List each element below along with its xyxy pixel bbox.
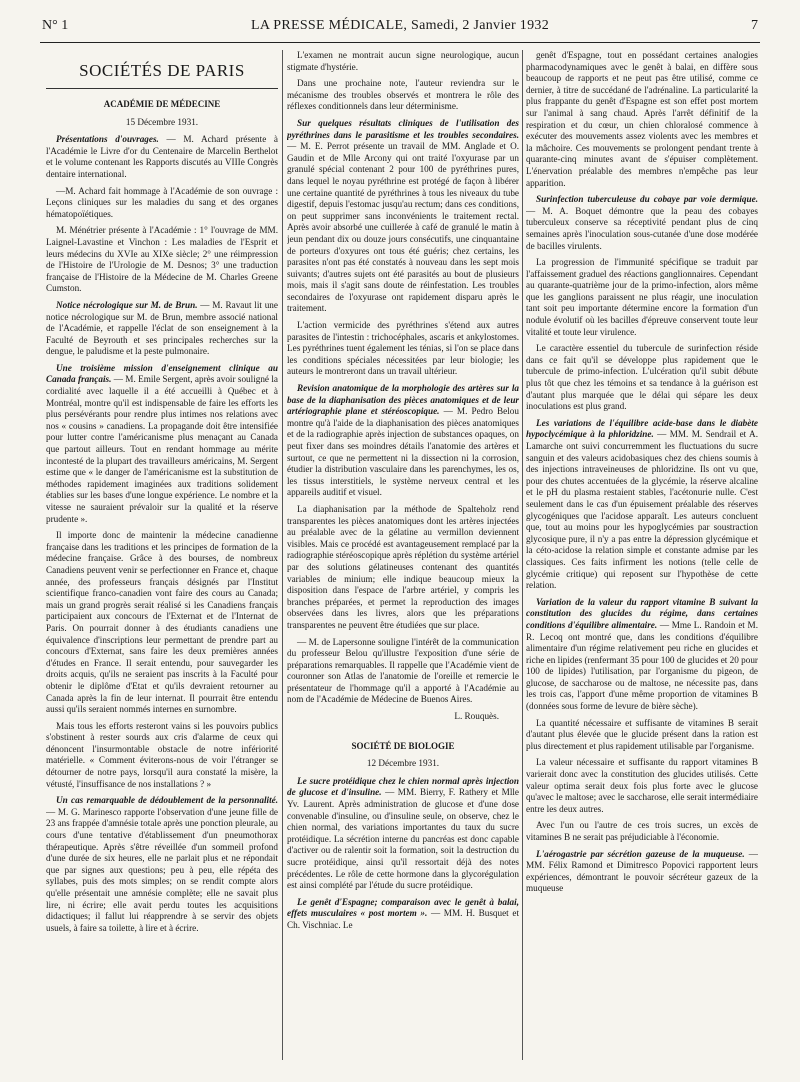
paragraph — [526, 849, 758, 895]
paragraph — [46, 795, 278, 934]
paragraph: Le caractère essentiel du tubercule de surinfection réside dans ce fait qu'il se développe plus rapidement que le tubercule de primo-infection. L'ulcération qu'il subit débute plus tôt que chez les témoins et sa tendance à la guérison est d'autant plus marquée que le délai qui sépare les deux inoculations est plus grand. — [526, 343, 758, 412]
paragraph-text: — M. G. Marinesco rapporte l'observation d'une jeune fille de 23 ans frappée d'amnésie totale après une ponction pleurale, au cours d'une tentative d'établissement d'un pneumothorax thérapeutique. Après s'être réveillée d'un sommeil profond d'une durée de six heures, elle ne parlait plus et ne répondait que par signes aux questions; peu à peu, elle répéta des syllabes, puis des mots simples; on se rendit compte alors qu'elle présentait une amnésie complète; elle ne savait plus lire, ni écrire; elle avait perdu toutes les acquisitions didactiques; il fallut lui réapprendre à se servir des objets usuels, à faire sa toilette, à lire et à écrire. — [46, 806, 278, 933]
paragraph-text: — Mme L. Randoin et M. R. Lecoq ont montré que, dans les conditions d'équilibre alimentaire d'un régime relativement peu riche en glucides et riche en lipides (renfermant 35 pour 100 de glucides et 20 pour 100 de lipides) l'utilisation, par l'organisme du pigeon, de glucose, de saccharose ou de maltose, ne nécessite pas, dans les trois cas, l'apport d'une même proportion de vitamines B (données sous forme de levure de bière sèche). — [526, 619, 758, 712]
spacer — [287, 723, 519, 733]
journal-title: LA PRESSE MÉDICALE, Samedi, 2 Janvier 1932 — [250, 18, 550, 33]
paragraph: — M. de Lapersonne souligne l'intérêt de la communication du professeur Belou qu'illustre l'exposition d'une série de préparations remarquables. Il rappelle que l'Académie vient de couronner son Atlas de l'anatomie de l'oreille et remercie le présentateur de l'hommage qu'il a apporté à l'Académie au nom de l'Académie de Médecine de Buenos Aires. — [287, 636, 519, 705]
paragraph — [287, 897, 519, 932]
column-right — [526, 50, 758, 1060]
paragraph-title: Notice nécrologique sur M. de Brun. — [56, 299, 198, 310]
paragraph: Mais tous les efforts resteront vains si les pouvoirs publics s'obstinent à rester sourds aux cris d'alarme de ceux qui dénoncent l'insurmontable obstacle de notre infériorité matérielle. « Comment éviterons-nous de voir l'étranger se détourner de notre pays, lorsqu'il aura constaté la misère, la vétusté, l'insuffisance de nos installations ? » — [46, 720, 278, 789]
society-title: ACADÉMIE DE MÉDECINE — [103, 99, 221, 109]
paragraph: Dans une prochaine note, l'auteur reviendra sur le mécanisme des troubles observés et montrera le rôle des réflexes conditionnels dans leur déterminisme. — [287, 78, 519, 112]
paragraph-text: — MM. H. Busquet et Ch. Vischniac. Le — [287, 908, 519, 930]
section-title: SOCIÉTÉS DE PARIS — [46, 60, 278, 89]
paragraph — [287, 776, 519, 892]
session-date: 15 Décembre 1931. — [125, 116, 199, 127]
paragraph: —M. Achard fait hommage à l'Académie de son ouvrage : Leçons cliniques sur les maladies du sang et des organes hématopoïétiques. — [46, 185, 278, 219]
paragraph-text: — MM. Félix Ramond et Dimitresco Popovici rapportent leurs expériences, démontrant le pouvoir sécréteur gazeux de la muqueuse — [526, 848, 758, 894]
issue-number: N° 1 — [42, 18, 69, 33]
paragraph-title: L'aérogastrie par sécrétion gazeuse de la muqueuse. — [536, 848, 745, 859]
paragraph: genêt d'Espagne, tout en possédant certaines analogies pharmacodynamiques avec le genêt à balai, en diffère sous beaucoup de rapports et ne peut pas être utilisé, comme ce dernier, à titre de succédané de l'adrénaline. La particularité la plus frappante du genêt d'Espagne est son effet post mortem sur l'animal à sang chaud. Après l'arrêt définitif de la respiration et du cœur, un chien chloralosé commence à exécuter des mouvements assez violents avec les membres et la mâchoire. Ces mouvements se prolongent pendant trente à quarante-cinq minutes avant de s'épuiser complètement. L'énervation préalable des membres n'empêche pas leur apparition. — [526, 50, 758, 188]
page-number: 7 — [751, 18, 758, 33]
paragraph: L'examen ne montrait aucun signe neurologique, aucun stigmate d'hystérie. — [287, 50, 519, 72]
paragraph-title: Revision anatomique de la morphologie des artères sur la base de la diaphanisation des pièces anatomiques et de leur artériographie plane et stéréoscopique. — [287, 383, 519, 417]
paragraph: La valeur nécessaire et suffisante du rapport vitamines B varierait donc avec la constitution des glucides utilisés. Cette valeur optima serait deux fois plus forte avec le glucose qu'avec le maltose; avec le saccharose, elle serait intermédiaire entre les deux autres. — [526, 757, 758, 814]
paragraph-title: Variation de la valeur du rapport vitamine B suivant la constitution des glucides du régime, dans certaines conditions d'équilibre alimentaire. — [526, 596, 758, 630]
column-divider — [282, 50, 283, 1060]
paragraph — [526, 418, 758, 592]
paragraph-title: Présentations d'ouvrages. — [56, 134, 159, 145]
running-header — [40, 18, 760, 43]
paragraph-text: — M. Achard présente à l'Académie le Livre d'or du Centenaire de Marcelin Berthelot et le volume contenant les Rapports discutés au VIIIe Congrès dentaire international. — [46, 134, 278, 179]
paragraph-text: — M. Ravaut lit une notice nécrologique sur M. de Brun, membre associé national de l'Académie, et rappelle l'éclat de son enseignement à la Faculté de Beyrouth et ses principales recherches sur la dengue, le paludisme et la peste pulmonaire. — [46, 299, 278, 357]
paragraph: Il importe donc de maintenir la médecine canadienne française dans les traditions et les principes de formation de la médecine française. Grâce à des bourses, de nombreux Canadiens peuvent venir se perfectionner en France et, chaque année, des professeurs français désignés par l'Institut scientifique franco-canadien vont faire des cours au Canada; mais un grand progrès serait réalisé si les Canadiens français participaient aux concours de l'Externat et de l'Internat de Paris. On pourrait donner à des étudiants canadiens une équivalence d'inscriptions leur permettant de prendre part au concours d'Externat, sans faire les deux premières années d'études en France. Il serait entendu, pour sauvegarder les droits acquis, qu'ils ne seraient pas inscrits à la Faculté pour obtenir le diplôme d'Etat et qu'ils devraient retourner au Canada après la fin de leur internat. Il pourrait être entendu aussi qu'ils seraient nommés internes en surnombre. — [46, 530, 278, 715]
paragraph-title: Un cas remarquable de dédoublement de la personnalité. — [56, 795, 278, 806]
paragraph — [287, 383, 519, 499]
paragraph-title: Une troisième mission d'enseignement clinique au Canada français. — [46, 362, 278, 385]
paragraph-title: Le genêt d'Espagne; comparaison avec le genêt à balai, effets musculaires « post mortem ». — [287, 896, 519, 919]
paragraph: La diaphanisation par la méthode de Spalteholz rend transparentes les pièces anatomiques dont les artères injectées au préalable avec de la gélatine au vermillon deviennent visibles. Mais ce procédé est avantageusement remplacé par la radiographie stéréoscopique après réplétion du système artériel par des solutions gélatineuses contenant des quantités variables de minium; elle indique beaucoup mieux la disposition dans l'espace de l'arbre artériel, y compris les branches préparées, et permet la reproduction des images observées dans les livres, alors que les préparations transparentes ne peuvent être étudiées que sur place. — [287, 503, 519, 630]
paragraph — [46, 134, 278, 180]
paragraph — [46, 300, 278, 358]
column-divider — [522, 50, 523, 1060]
paragraph: La quantité nécessaire et suffisante de vitamines B serait d'autant plus élevée que le glucide présent dans la ration est plus directement et plus rapidement utilisable par l'organisme. — [526, 717, 758, 751]
paragraph-text: — M. Emile Sergent, après avoir souligné la cordialité avec laquelle il a été accueilli à Québec et à Montréal, montre qu'il est indispensable de faire les efforts les plus persévérants pour rendre plus intimes nos relations avec nos « cousins » canadiens. La propagande doit être intensifiée pour lutter contre l'américanisme plus menaçant au Canada que partout ailleurs. Tout en rendant hommage au mérite incontesté de la plupart des travailleurs américains, M. Sergent estime que « le danger de l'américanisme est la substitution de méthodes rapidement imaginées aux traditions solidement établies sur les bases d'une longue expérience. Le nombre et la vitesse ne sauraient prévaloir sur la qualité et la réserve prudente ». — [46, 374, 278, 524]
paragraph-text: — M. A. Boquet démontre que la peau des cobayes tuberculeux conserve sa réceptivité pendant plus de cinq semaines après l'inoculation sous-cutanée d'une dose modérée de bacilles virulents. — [526, 205, 758, 251]
paragraph: L'action vermicide des pyréthrines s'étend aux autres parasites de l'intestin : trichocéphales, ascaris et ankylostomes. Les pyréthrines tuent également les ténias, si l'on se place dans les conditions spéciales nécessitées par leur biologie; les auteurs le montreront dans un travail ultérieur. — [287, 320, 519, 377]
column-middle — [287, 50, 519, 1060]
signature: L. Rouquès. — [454, 711, 499, 722]
paragraph-title: Surinfection tuberculeuse du cobaye par voie dermique. — [536, 194, 758, 205]
paragraph-title: Sur quelques résultats cliniques de l'utilisation des pyréthrines dans le parasitisme et les troubles secondaires. — [287, 117, 519, 140]
column-left — [46, 50, 278, 1060]
paragraph-text: — MM. Bierry, F. Rathery et Mlle Yv. Laurent. Après administration de glucose et d'une dose convenable d'insuline, ou d'insuline seule, on observe, chez le chien normal, des variations importantes du taux du sucre protéidique. La sécrétion interne du pancréas est donc capable d'activer ou de ralentir soit la formation, soit la destruction du sucre protéidique, ainsi qu'il ressortait déjà des notes précédentes. Le rôle de cette hormone dans la glycorégulation est ainsi complété par l'étude du sucre protéidique. — [287, 787, 519, 891]
paragraph-title: Les variations de l'équilibre acide-base dans le diabète hypoclycémique à la phloridzine. — [526, 417, 758, 440]
session-date: 12 Décembre 1931. — [366, 758, 440, 769]
paragraph — [526, 597, 758, 713]
paragraph-text: — M. Pedro Belou montre qu'à l'aide de la diaphanisation des pièces anatomiques et de la radiographie après injection de substances opaques, on peut fixer dans ses moindres détails l'anatomie des artères et surtout, ce que ne permettent ni la dissection ni la corrosion, étudier la distribution vasculaire dans les parenchymes, les os, les tissus interstitiels, le système nerveux central et les appareils auditif et visuel. — [287, 406, 519, 498]
paragraph — [526, 194, 758, 252]
paragraph — [46, 363, 278, 525]
paragraph — [287, 118, 519, 315]
paragraph-title: Le sucre protéidique chez le chien normal après injection de glucose et d'insuline. — [287, 775, 519, 798]
paragraph-text: — MM. M. Sendrail et A. Lamarche ont suivi concurremment les fluctuations du sucre sanguin et des valeurs acidobasiques chez des chiens soumis à des injections intraveineuses de phloridzine. Ils ont vu que, pour des chutes accentuées de la glycémie, la réserve alcaline et le pH du plasma restaient stables, l'acétonurie nulle. C'est seulement dans le cas d'un épuisement préalable des réserves glycogéniques que l'acidose apparaît. Les auteurs concluent que, tout au moins pour les hypoglycémies par soustraction glycosique pure, il n'y a pas entre la dépression glycémique et la céto-acidose la relation simple et constante admise par les classiques. Ces faits infirment les notions (telle celle de glycémie critique) qui reposent sur l'hypothèse de cette relation. — [526, 429, 758, 591]
paragraph: M. Ménétrier présente à l'Académie : 1° l'ouvrage de MM. Laignel-Lavastine et Vinchon : Les maladies de l'Esprit et leurs médecins du XVIe au XIXe siècle; 2° une réimpression de l'Histoire de l'Urologie de M. Desnos; 3° une traduction française de l'Histoire de la Médecine de M. Charles Greene Cumston. — [46, 225, 278, 294]
society-title: SOCIÉTÉ DE BIOLOGIE — [351, 740, 455, 751]
paragraph-text: — M. E. Perrot présente un travail de MM. Anglade et O. Gaudin et de Mlle Arcony qui ont traité l'oxyurase par un granulé spécial contenant 2 pour 100 de pyréthrines pures, dans lequel le noyau pyréthrine est protégé de façon à libérer une certaine quantité de pyréthrines à tous les niveaux du tube digestif, depuis l'estomac jusqu'au rectum; dans ces conditions, on peut supprimer sans inconvénients le traitement rectal. Après avoir absorbé une cuillerée à café de granulé le matin à jeun pendant dix ou douze jours consécutifs, une cinquantaine de porteurs d'oxyures ont tous été guéris; chez certains, les parasites n'ont pas été constatés à nouveau dans les sept mois suivants; d'autres sujets ont été parasités au bout de plusieurs mois, mais il s'agit sans doute de réinfestation. Les troubles secondaires de l'oxyurase ont rapidement disparu après le traitement. — [287, 141, 519, 314]
paragraph: La progression de l'immunité spécifique se traduit par l'affaissement graduel des réactions ganglionnaires. Cependant au quarante-quatrième jour de la primo-infection, alors même que les ganglions paraissent ne plus réagir, une inoculation tant soit peu importante détermine encore la formation d'un nodule évolutif où les bacilles d'épreuve conservent toute leur vitalité et toute leur virulence. — [526, 257, 758, 337]
paragraph: Avec l'un ou l'autre de ces trois sucres, un excès de vitamines B ne serait pas préjudiciable à l'économie. — [526, 820, 758, 842]
